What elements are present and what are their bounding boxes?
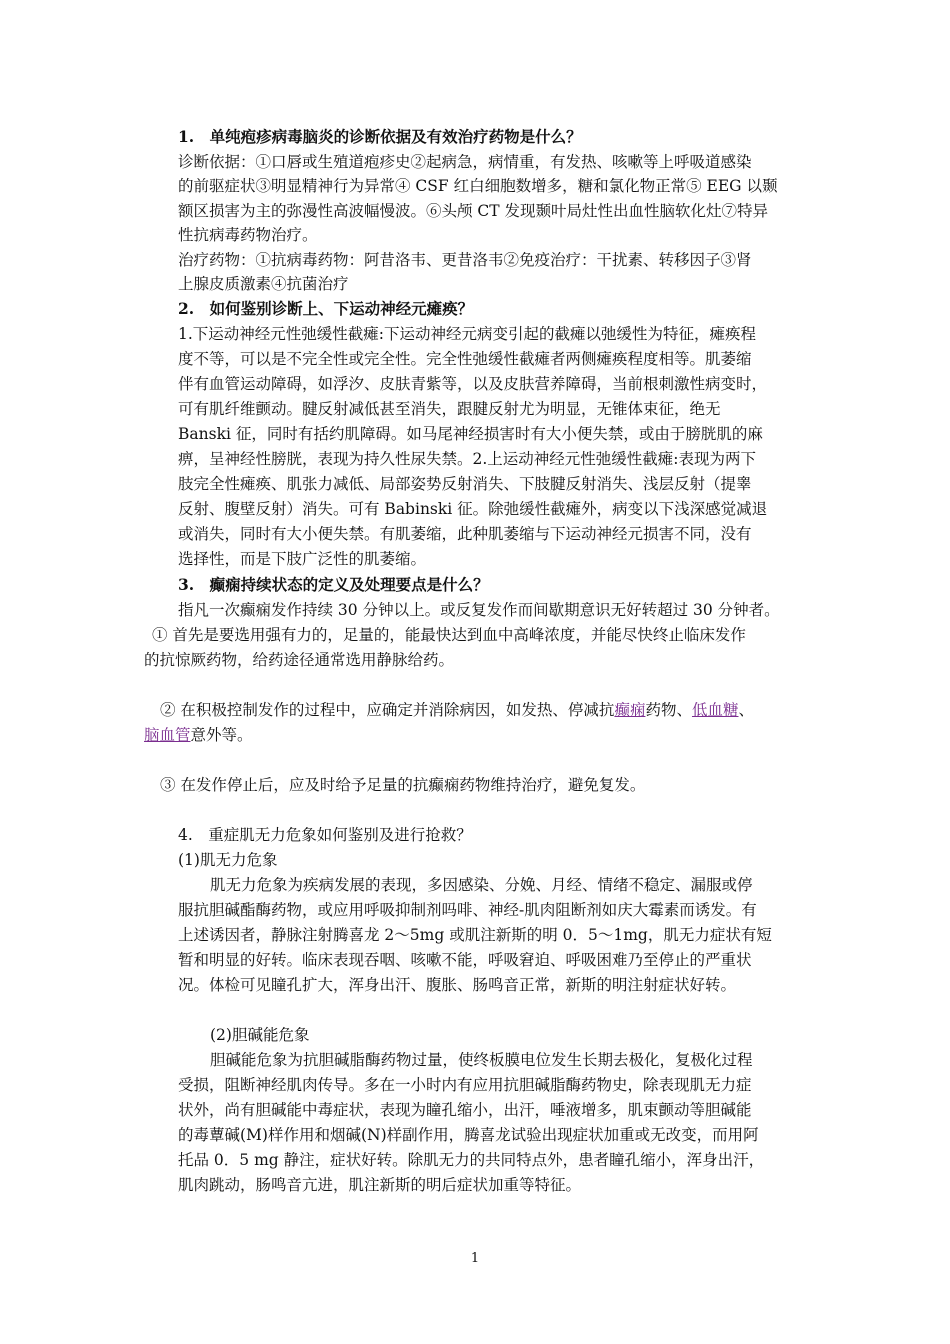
q1-diag-line: 额区损害为主的弥漫性高波幅慢波。⑥头颅 CT 发现颞叶局灶性出血性脑软化灶⑦特异: [178, 202, 769, 220]
q4-section-1-line: 暂和明显的好转。临床表现吞咽、咳嗽不能，呼吸窘迫、呼吸困难乃至停止的严重状: [178, 951, 752, 969]
q3-title: 3. 癫痫持续状态的定义及处理要点是什么？: [178, 575, 489, 594]
q4-section-2-title: (2)胆碱能危象: [210, 1026, 310, 1044]
q3-point-2-line: [160, 699, 754, 721]
q1-diag-line: 性抗病毒药物治疗。: [178, 226, 318, 244]
q3-point-1-line: 的抗惊厥药物，给药途径通常选用静脉给药。: [144, 651, 455, 669]
q4-section-1-line: 况。体检可见瞳孔扩大，浑身出汗、腹胀、肠鸣音正常，新斯的明注射症状好转。: [178, 976, 737, 994]
q4-section-1-line: 服抗胆碱酯酶药物，或应用呼吸抑制剂吗啡、神经-肌肉阻断剂如庆大霉素而诱发。有: [178, 901, 757, 919]
q1-treat-line: 治疗药物：①抗病毒药物：阿昔洛韦、更昔洛韦②免疫治疗：干扰素、转移因子③肾: [178, 251, 752, 269]
q2-body-line: 肢完全性瘫痪、肌张力减低、局部姿势反射消失、下肢腱反射消失、浅层反射（提睾: [178, 475, 752, 493]
q4-section-1-line: 肌无力危象为疾病发展的表现，多因感染、分娩、月经、情绪不稳定、漏服或停: [210, 876, 753, 894]
q4-section-2-line: 胆碱能危象为抗胆碱脂酶药物过量，使终板膜电位发生长期去极化，复极化过程: [210, 1051, 753, 1069]
link-cerebrovascular[interactable]: 脑血管: [144, 726, 191, 744]
q2-title: 2. 如何鉴别诊断上、下运动神经元瘫痪？: [178, 299, 474, 318]
q3-point-2-text: 意外等。: [190, 726, 253, 744]
q2-body-line: 1.下运动神经元性弛缓性截瘫:下运动神经元病变引起的截瘫以弛缓性为特征，瘫痪程: [178, 325, 757, 343]
q1-diag-line: 的前驱症状③明显精神行为异常④ CSF 红白细胞数增多，糖和氯化物正常⑤ EEG 以颞: [178, 177, 778, 195]
q4-section-2-line: 肌肉跳动，肠鸣音亢进，肌注新斯的明后症状加重等特征。: [178, 1176, 582, 1194]
q2-body-line: 可有肌纤维颤动。腱反射减低甚至消失，跟腱反射尤为明显，无锥体束征，绝无: [178, 400, 721, 418]
q2-body-line: 伴有血管运动障碍，如浮汐、皮肤青紫等，以及皮肤营养障碍，当前根刺激性病变时，: [178, 375, 768, 393]
q2-body-line: 度不等，可以是不完全性或完全性。完全性弛缓性截瘫者两侧瘫痪程度相等。肌萎缩: [178, 350, 752, 368]
q4-section-1-title: (1)肌无力危象: [178, 851, 278, 869]
q2-body-line: 反射、腹壁反射）消失。可有 Babinski 征。除弛缓性截瘫外，病变以下浅深感觉减退: [178, 500, 768, 518]
q1-treat-line: 上腺皮质激素④抗菌治疗: [178, 275, 349, 293]
q4-section-2-line: 受损，阻断神经肌肉传导。多在一小时内有应用抗胆碱脂酶药物史，除表现肌无力症: [178, 1076, 752, 1094]
page-number: 1: [470, 1251, 480, 1266]
q4-section-2-line: 托品 0．5 mg 静注，症状好转。除肌无力的共同特点外，患者瞳孔缩小，浑身出汗，: [178, 1151, 765, 1169]
q4-title: 4. 重症肌无力危象如何鉴别及进行抢救？: [178, 826, 472, 844]
q1-title: 1. 单纯疱疹病毒脑炎的诊断依据及有效治疗药物是什么？: [178, 127, 582, 146]
q3-point-2-line: [144, 724, 253, 746]
q3-point-2-text: ② 在积极控制发作的过程中，应确定并消除病因，如发热、停减抗: [160, 701, 615, 719]
q3-point-1-line: ① 首先是要选用强有力的，足量的，能最快达到血中高峰浓度，并能尽快终止临床发作: [152, 626, 746, 644]
q2-body-line: Banski 征，同时有括约肌障碍。如马尾神经损害时有大小便失禁，或由于膀胱肌的麻: [178, 425, 763, 443]
q4-section-1-line: 上述诱因者，静脉注射腾喜龙 2～5mg 或肌注新斯的明 0．5～1mg，肌无力症状有短: [178, 926, 772, 944]
q2-body-line: 痹，呈神经性膀胱，表现为持久性尿失禁。2.上运动神经元性弛缓性截瘫:表现为两下: [178, 450, 757, 468]
q3-point-2-text: 药物、: [645, 701, 692, 719]
q2-body-line: 或消失，同时有大小便失禁。有肌萎缩，此种肌萎缩与下运动神经元损害不同，没有: [178, 525, 752, 543]
link-hypoglycemia[interactable]: 低血糖: [691, 701, 739, 719]
q1-diag-line: 诊断依据：①口唇或生殖道疱疹史②起病急，病情重，有发热、咳嗽等上呼吸道感染: [178, 153, 752, 171]
q4-section-2-line: 的毒蕈碱(M)样作用和烟碱(N)样副作用，腾喜龙试验出现症状加重或无改变，而用阿: [178, 1126, 759, 1144]
q2-body-line: 选择性，而是下肢广泛性的肌萎缩。: [178, 550, 427, 568]
q3-definition: 指凡一次癫痫发作持续 30 分钟以上。或反复发作而间歇期意识无好转超过 30 分钟者。: [178, 601, 780, 619]
q3-point-2-text: 、: [738, 701, 754, 719]
link-epilepsy[interactable]: 癫痫: [614, 701, 646, 719]
q4-section-2-line: 状外，尚有胆碱能中毒症状，表现为瞳孔缩小，出汗，唾液增多，肌束颤动等胆碱能: [178, 1101, 752, 1119]
q3-point-3: ③ 在发作停止后，应及时给予足量的抗癫痫药物维持治疗，避免复发。: [160, 776, 646, 794]
